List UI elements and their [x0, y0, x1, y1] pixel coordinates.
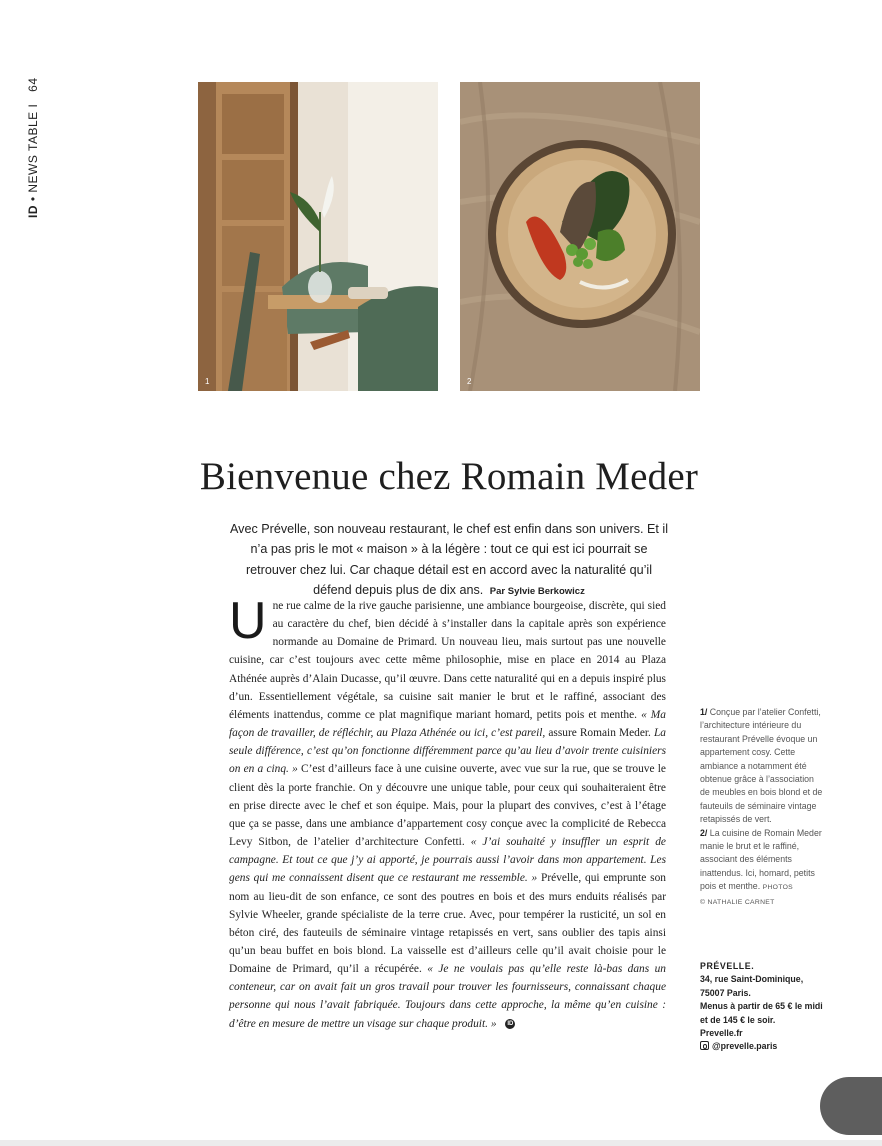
end-mark-icon: ID — [507, 1020, 514, 1027]
body-text: C’est d’ailleurs face à une cuisine ouverte, avec vue sur la rue, que se trouve le client dès la porte franchie. On y découvre une unique table, pour ceux qui souhaiteraient être en prise directe avec le chef et son équipe. Mais, pour la plupart des convives, c’est à l’étage que ça se passe, dans une ambiance d’appartement cosy conçue avec la complicité de Rebecca Levy Sitbon, de l’atelier d’architecture Confetti. — [229, 763, 666, 849]
quote: « Ma façon de travailler, de réfléchir, au Plaza Athénée ou ici, c’est pareil, — [229, 708, 666, 740]
caption-number: 2/ — [700, 827, 708, 838]
photo-number: 1 — [205, 377, 210, 386]
quote: La seule différence, c’est qu’on fonctionne différemment parce qu’au lieu d’avoir trente cuisiniers on en a cinq. » — [229, 727, 666, 776]
restaurant-name: PRÉVELLE. — [700, 961, 755, 971]
body-text: assure Romain Meder. — [548, 727, 651, 740]
page-corner-tab — [820, 1077, 882, 1135]
label-separator: • — [26, 196, 40, 202]
page-number: 64 — [26, 77, 40, 92]
byline: Par Sylvie Berkowicz — [489, 586, 585, 598]
lede-text: Avec Prévelle, son nouveau restaurant, le chef est enfin dans son univers. Et il n’a pas pris le mot « maison » à la légère : tout ce qui est ici pourrait se retrouver chez lui. Car chaque détail est en accord avec la naturalité qu’il défend depuis plus de dix ans. — [229, 521, 668, 598]
photo-credit-label: PHOTOS — [762, 884, 793, 892]
instagram-icon — [700, 1041, 709, 1050]
restaurant-city: 75007 Paris. — [700, 987, 751, 998]
photo-captions — [700, 706, 825, 909]
quote: « J’ai souhaité y insuffler un esprit de campagne. Et tout ce que j’y ai apporté, je pourrais aussi l’avoir dans mon appartement. Les gens qui me connaissent disent que ce restaurant me ressemble. » — [229, 836, 666, 885]
restaurant-interior-photo — [198, 82, 438, 391]
quote: « Je ne voulais pas qu’elle reste là-bas dans un conteneur, car on avait fait un gros travail pour trouver les fournisseurs, connaissant chaque personne qui nous l’avait fabriquée. Toujours dans cette approche, la même qu’en cuisine : d’être en mesure de mettre un visage sur chaque produit. » — [229, 963, 666, 1030]
section-divider: I — [26, 103, 40, 108]
instagram-text: @prevelle.paris — [712, 1041, 778, 1052]
website-link[interactable]: Prevelle.fr — [700, 1028, 743, 1039]
photo-number: 2 — [467, 377, 472, 386]
caption-text: La cuisine de Romain Meder manie le brut et le raffiné, associant des éléments inattendus. Ici, homard, petits pois et menthe. — [700, 827, 822, 892]
body-text: ne rue calme de la rive gauche parisienne, une ambiance bourgeoise, discrète, qui sied au caractère du chef, bien décidé à s’installer dans la capitale après son expérience normande au Domaine de Primard. Un nouveau lieu, mais surtout pas une nouvelle cuisine, car c’est toujours avec cette même philosophie, mise en place en 2014 au Plaza Athénée auprès d’Alain Ducasse, qu’il œuvre. Dans cette naturalité qui en a depuis inspiré plus d’un. Essentiellement végétale, sa cuisine sait manier le brut et le raffiné, associant des éléments inattendus, comme ce plat magnifique mariant homard, petits pois et menthe. — [229, 600, 666, 721]
restaurant-address: 34, rue Saint-Dominique, — [700, 974, 804, 985]
article-lede — [228, 519, 670, 603]
page-bottom-strip — [0, 1140, 882, 1146]
photo-credit: © NATHALIE CARNET — [700, 898, 775, 906]
section-name: NEWS TABLE — [26, 111, 40, 193]
caption-text: Conçue par l’atelier Confetti, l’architecture intérieure du restaurant Prévelle évoque un appartement cosy. Cette ambiance a notamment été obtenue grâce à l’association de meubles en bois blond et de fauteuils de séminaire vintage retapissés de vert. — [700, 707, 823, 825]
restaurant-info — [700, 960, 825, 1054]
section-label — [26, 77, 40, 218]
menu-prices: Menus à partir de 65 € le midi et de 145 € le soir. — [700, 1001, 823, 1025]
plated-dish-photo — [460, 82, 700, 391]
drop-cap: U — [229, 592, 267, 650]
instagram-handle[interactable] — [700, 1040, 825, 1053]
article-title: Bienvenue chez Romain Meder — [199, 455, 699, 499]
body-text: Prévelle, qui emprunte son nom au lieu-dit de son enfance, ce sont des poutres en bois et des murs enduits réalisés par Sylvie Wheeler, grande spécialiste de la terre crue. Avec, pour tempérer la rusticité, un sol en béton ciré, des fauteuils de séminaire vintage retapissés en vert, sans oublier des tapis ainsi qu’un beau buffet en bois blond. La vaisselle est d’ailleurs celle qu’il avait choisie pour le Domaine de Primard, qu’il a récupérée. — [229, 872, 666, 976]
magazine-brand: ID — [26, 205, 40, 218]
caption-number: 1/ — [700, 707, 708, 717]
